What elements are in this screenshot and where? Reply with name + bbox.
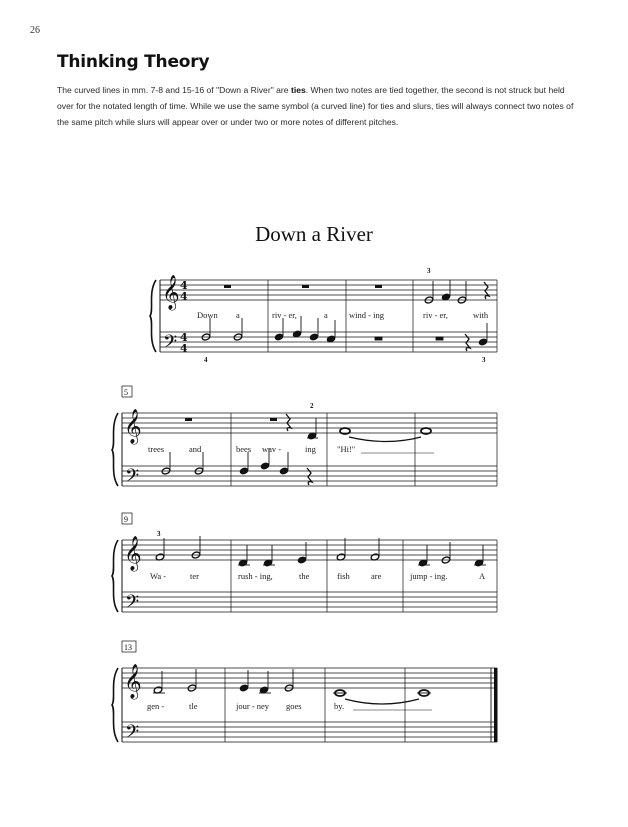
svg-text:a: a	[324, 310, 328, 320]
fingering-number: 3	[482, 356, 486, 364]
svg-text:wav -: wav -	[262, 444, 282, 454]
lyrics-line-2	[148, 444, 434, 454]
intro-bold-term: ties	[290, 85, 306, 95]
tie-arc	[349, 437, 421, 442]
lyrics-line-4	[147, 701, 432, 711]
song-title: Down a River	[255, 222, 373, 246]
svg-text:wind - ing: wind - ing	[349, 310, 384, 320]
treble-clef-icon: 𝄞	[124, 536, 142, 571]
svg-text:goes: goes	[286, 701, 302, 711]
time-sig-top: 4	[180, 279, 188, 292]
bass-clef-icon: 𝄢	[163, 332, 178, 357]
final-barline	[494, 668, 498, 742]
whole-rest-icon	[224, 285, 382, 288]
bass-clef-icon: 𝄢	[125, 722, 140, 747]
time-sig-top-bass: 4	[180, 331, 188, 344]
svg-text:riv - er,: riv - er,	[272, 310, 297, 320]
time-signature	[180, 279, 188, 355]
time-sig-bottom-bass: 4	[180, 342, 188, 355]
svg-text:a: a	[236, 310, 240, 320]
intro-text-2: . When two notes are tied together, the second is not struck but held over for the notated length of time. While we use the same symbol (a curved line) for ties and slurs, ties will always connect two notes of the same pitch while slurs will appear over or under two or more notes of different pitches.	[57, 85, 574, 127]
svg-text:trees: trees	[148, 444, 165, 454]
svg-text:jump - ing.: jump - ing.	[410, 571, 448, 581]
note-group	[424, 267, 489, 304]
bass-clef-icon: 𝄢	[125, 466, 140, 491]
intro-text-1: The curved lines in mm. 7-8 and 15-16 of "Down a River" are	[57, 85, 291, 95]
system-4	[112, 668, 498, 742]
svg-text:with: with	[473, 310, 489, 320]
svg-text:bees: bees	[236, 444, 252, 454]
svg-text:are: are	[371, 571, 382, 581]
svg-text:tle: tle	[189, 701, 198, 711]
svg-text:ter: ter	[190, 571, 199, 581]
whole-rest-icon	[375, 337, 382, 340]
whole-rest-icon	[436, 337, 443, 340]
svg-text:jour - ney: jour - ney	[236, 701, 270, 711]
note-group	[161, 402, 431, 485]
fingering-number: 3	[427, 267, 431, 275]
svg-text:by.: by.	[334, 701, 345, 711]
measure-number: 5	[124, 388, 128, 397]
section-title: Thinking Theory	[57, 52, 210, 72]
measure-number: 9	[124, 515, 128, 524]
bass-clef-icon: 𝄢	[125, 592, 140, 617]
svg-text:rush - ing,: rush - ing,	[238, 571, 273, 581]
tie-arc	[345, 699, 419, 704]
page-number: 26	[30, 25, 40, 36]
treble-clef-icon: 𝄞	[124, 409, 142, 444]
note-group	[155, 530, 486, 567]
treble-clef-icon: 𝄞	[162, 275, 180, 310]
lyrics-line-1	[197, 310, 489, 320]
fingering-number: 3	[157, 530, 161, 538]
svg-text:riv - er,: riv - er,	[423, 310, 448, 320]
svg-text:the: the	[299, 571, 310, 581]
note-group	[201, 316, 487, 364]
measure-number: 13	[124, 643, 132, 652]
fingering-number: 4	[204, 356, 208, 364]
svg-text:and: and	[189, 444, 202, 454]
fingering-number: 2	[310, 402, 314, 410]
lyrics-line-3	[150, 571, 486, 581]
svg-text:A: A	[479, 571, 486, 581]
svg-text:gen -: gen -	[147, 701, 165, 711]
svg-text:"Hi!": "Hi!"	[337, 444, 356, 454]
svg-text:Wa -: Wa -	[150, 571, 167, 581]
note-group	[153, 669, 431, 704]
svg-text:ing: ing	[305, 444, 316, 454]
treble-clef-icon: 𝄞	[124, 664, 142, 699]
time-sig-bottom: 4	[180, 290, 188, 303]
svg-text:Down: Down	[197, 310, 218, 320]
whole-rest-icon	[185, 418, 192, 421]
svg-text:fish: fish	[337, 571, 350, 581]
